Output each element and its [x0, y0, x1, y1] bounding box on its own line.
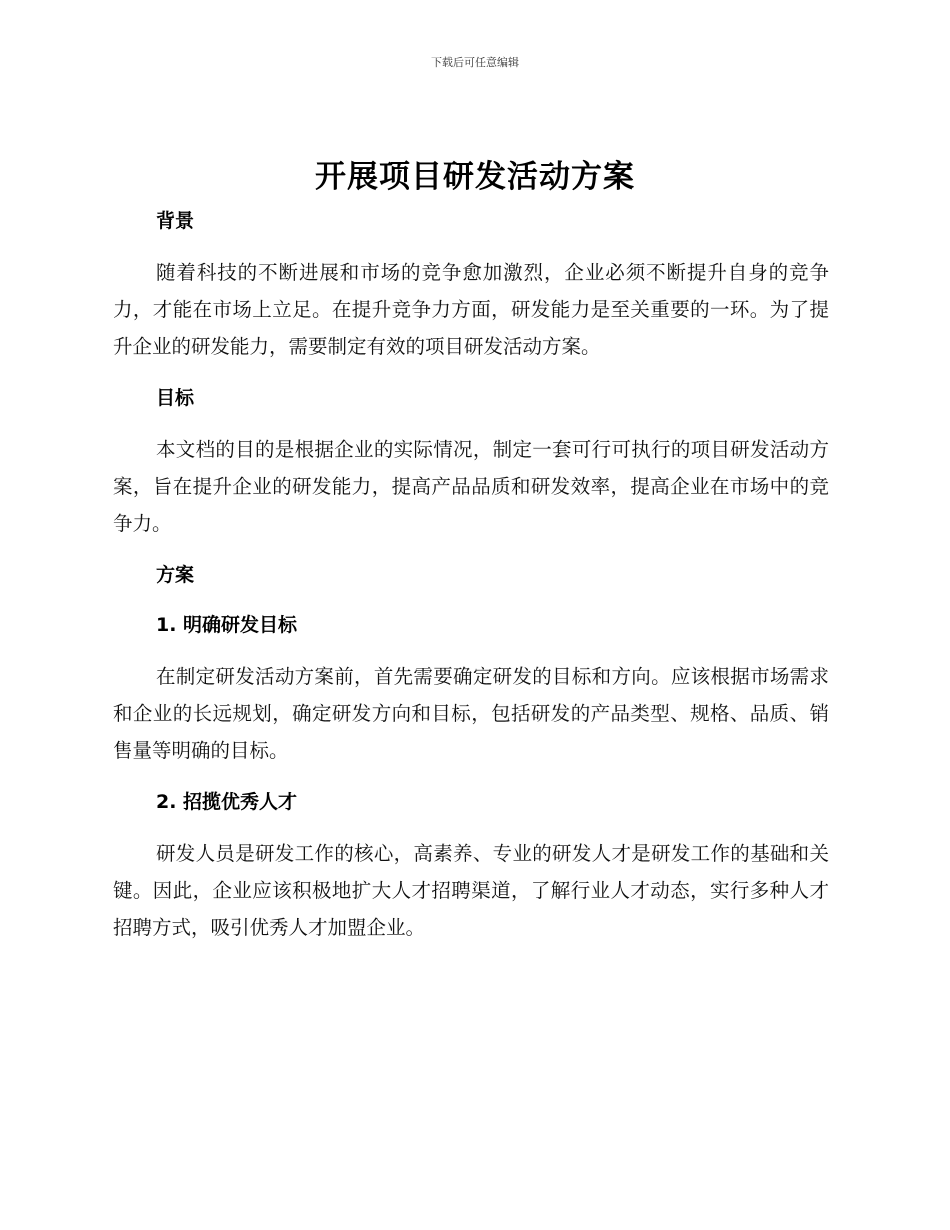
plan-item-text-1: 在制定研发活动方案前，首先需要确定研发的目标和方向。应该根据市场需求和企业的长远规划，确定研发方向和目标，包括研发的产品类型、规格、品质、销售量等明确的目标。 [113, 665, 829, 762]
section-heading-background: 背景 [156, 210, 195, 232]
plan-item-heading-2: 2. 招揽优秀人才 [156, 791, 298, 813]
page-header-note: 下载后可任意编辑 [431, 56, 519, 69]
document-title: 开展项目研发活动方案 [315, 159, 635, 195]
document-body [113, 204, 829, 946]
section-text-goal: 本文档的目的是根据企业的实际情况，制定一套可行可执行的项目研发活动方案，旨在提升企业的研发能力，提高产品品质和研发效率，提高企业在市场中的竞争力。 [113, 438, 829, 535]
section-text-background: 随着科技的不断进展和市场的竞争愈加激烈，企业必须不断提升自身的竞争力，才能在市场上立足。在提升竞争力方面，研发能力是至关重要的一环。为了提升企业的研发能力，需要制定有效的项目研发活动方案。 [113, 261, 829, 358]
plan-item-heading-1: 1. 明确研发目标 [156, 614, 298, 636]
plan-item-text-2: 研发人员是研发工作的核心，高素养、专业的研发人才是研发工作的基础和关键。因此，企业应该积极地扩大人才招聘渠道，了解行业人才动态，实行多种人才招聘方式，吸引优秀人才加盟企业。 [113, 842, 829, 939]
section-heading-goal: 目标 [156, 387, 195, 409]
section-heading-plan: 方案 [156, 564, 195, 586]
